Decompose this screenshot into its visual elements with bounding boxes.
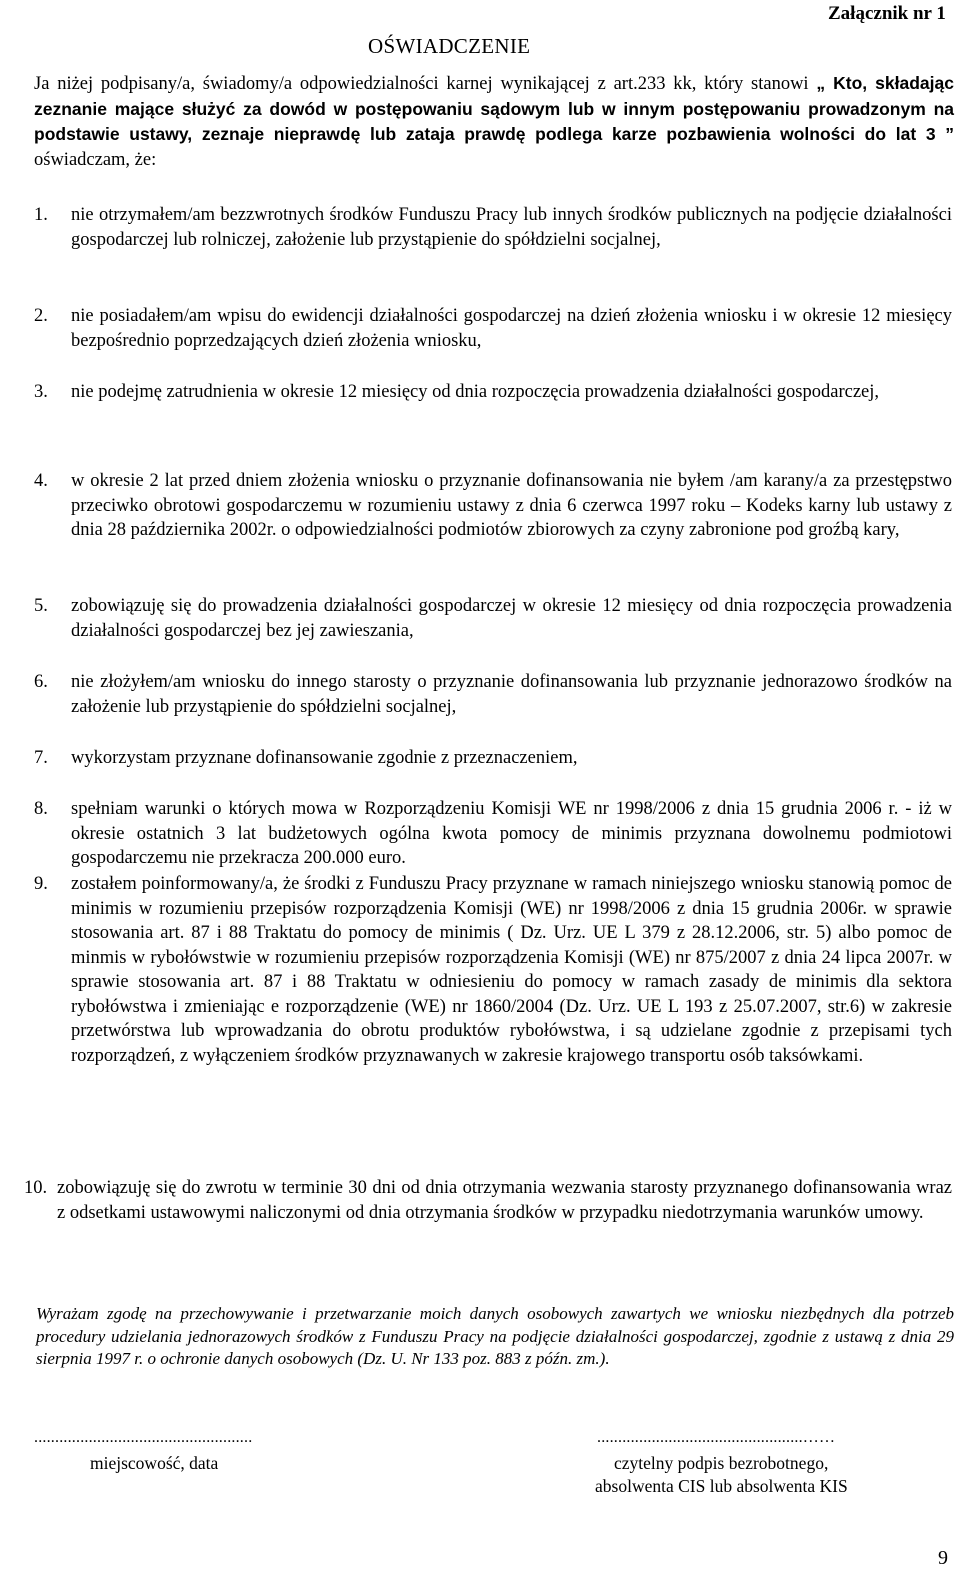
- intro-paragraph: [34, 71, 954, 172]
- applicant-signature-line: .................................................……: [597, 1429, 836, 1446]
- document-title: OŚWIADCZENIE: [368, 34, 531, 58]
- item-number: 7.: [34, 748, 48, 768]
- intro-tail: oświadczam, że:: [34, 149, 157, 170]
- item-number: 5.: [34, 596, 48, 616]
- declaration-item-4: [34, 469, 952, 543]
- item-number: 1.: [34, 205, 48, 225]
- item-number: 8.: [34, 799, 48, 819]
- item-text: w okresie 2 lat przed dniem złożenia wniosku o przyznanie dofinansowania nie byłem /am karany/a za przestępstwo przeciwko obrotowi gospodarczemu w rozumieniu ustawy z dnia 6 czerwca 1997 roku – Kodeks karny lub ustawy z dnia 28 października 2002r. o odpowiedzialności podmiotów zbiorowych za czyny zabronione pod groźbą kary,: [71, 471, 952, 540]
- declaration-item-6: [34, 670, 952, 719]
- declaration-item-7: [34, 746, 952, 771]
- item-text: zobowiązuję się do prowadzenia działalności gospodarczej w okresie 12 miesięcy od dnia rozpoczęcia prowadzenia działalności gospodarczej bez jej zawieszania,: [71, 596, 952, 641]
- declaration-item-2: [34, 304, 952, 353]
- declaration-item-9: [34, 872, 952, 1068]
- declaration-item-3: [34, 380, 952, 405]
- item-number: 3.: [34, 382, 48, 402]
- item-text: nie otrzymałem/am bezzwrotnych środków Funduszu Pracy lub innych środków publicznych na podjęcie działalności gospodarczej lub rolniczej, założenie lub przystąpienie do spółdzielni socjalnej,: [71, 205, 952, 250]
- item-number: 4.: [34, 471, 48, 491]
- item-text: zobowiązuję się do zwrotu w terminie 30 dni od dnia otrzymania wezwania starosty przyznanego dofinansowania wraz z odsetkami ustawowymi naliczonymi od dnia otrzymania środków w przypadku niedotrzymania warunków umowy.: [57, 1178, 952, 1223]
- item-number: 9.: [34, 874, 48, 894]
- item-text: zostałem poinformowany/a, że środki z Funduszu Pracy przyznane w ramach niniejszego wniosku stanowią pomoc de minimis w rozumieniu przepisów rozporządzenia Komisji (WE) nr 1998/2006 z dnia 15 grudnia 2006r. w sprawie stosowania art. 87 i 88 Traktatu do pomocy de minimis ( Dz. Urz. UE L 379 z 28.12.2006, str. 5) albo pomoc de minmis w rybołówstwie w rozumieniu przepisów rozporządzenia Komisji (WE) nr 875/2007 z dnia 24 lipca 2007r. w sprawie stosowania art. 87 i 88 Traktatu w odniesieniu do pomocy w ramach zasady de minimis dla sektora rybołówstwa i zmieniając e rozporządzenie (WE) nr 1860/2004 (Dz. Urz. UE L 193 z 25.07.2007, str.6) w zakresie przetwórstwa lub wprowadzania do obrotu produktów rybołówstwa, i są udzielane zgodnie z przepisami tych rozporządzeń, z wyłączeniem środków przyznawanych w zakresie krajowego transportu osób taksówkami.: [71, 874, 952, 1066]
- item-text: wykorzystam przyznane dofinansowanie zgodnie z przeznaczeniem,: [71, 748, 578, 768]
- item-number: 2.: [34, 306, 48, 326]
- page-number: 9: [938, 1547, 948, 1569]
- applicant-signature-label-2: absolwenta CIS lub absolwenta KIS: [595, 1476, 848, 1496]
- declaration-item-5: [34, 594, 952, 643]
- place-date-signature-line: ....................................................: [34, 1429, 253, 1446]
- item-text: nie złożyłem/am wniosku do innego starosty o przyznanie dofinansowania lub przyznanie jednorazowo środków na założenie lub przystąpienie do spółdzielni socjalnej,: [71, 672, 952, 717]
- declaration-item-10: [24, 1176, 952, 1225]
- item-text: spełniam warunki o których mowa w Rozporządzeniu Komisji WE nr 1998/2006 z dnia 15 grudnia 2006 r. - iż w okresie ostatnich 3 lat budżetowych ogólna kwota pomocy de minimis przyznana dowolnemu podmiotowi gospodarczemu nie przekracza 200.000 euro.: [71, 799, 952, 868]
- data-processing-consent: Wyrażam zgodę na przechowywanie i przetwarzanie moich danych osobowych zawartych we wniosku niezbędnych dla potrzeb procedury udzielania jednorazowych środków z Funduszu Pracy na podjęcie działalności gospodarczej, zgodnie z ustawą z dnia 29 sierpnia 1997 r. o ochronie danych osobowych (Dz. U. Nr 133 poz. 883 z późn. zm.).: [36, 1304, 954, 1369]
- annex-label: Załącznik nr 1: [828, 3, 946, 24]
- intro-lead: Ja niżej podpisany/a, świadomy/a odpowiedzialności karnej wynikającej z art.233 kk, który stanowi: [34, 74, 817, 94]
- declaration-item-1: [34, 203, 952, 252]
- declaration-item-8: [34, 797, 952, 871]
- item-number: 10.: [24, 1178, 48, 1198]
- applicant-signature-label: czytelny podpis bezrobotnego,: [614, 1453, 829, 1473]
- intro-quoted-statute: „ Kto, składając zeznanie mające służyć za dowód w postępowaniu sądowym lub w innym postępowaniu prowadzonym na podstawie ustawy, zeznaje nieprawdę lub zataja prawdę podlega karze pozbawienia wolności do lat 3 ”: [34, 73, 954, 144]
- place-date-label: miejscowość, data: [90, 1453, 219, 1473]
- item-text: nie podejmę zatrudnienia w okresie 12 miesięcy od dnia rozpoczęcia prowadzenia działalności gospodarczej,: [71, 382, 880, 402]
- item-text: nie posiadałem/am wpisu do ewidencji działalności gospodarczej na dzień złożenia wniosku i w okresie 12 miesięcy bezpośrednio poprzedzających dzień złożenia wniosku,: [71, 306, 952, 351]
- item-number: 6.: [34, 672, 48, 692]
